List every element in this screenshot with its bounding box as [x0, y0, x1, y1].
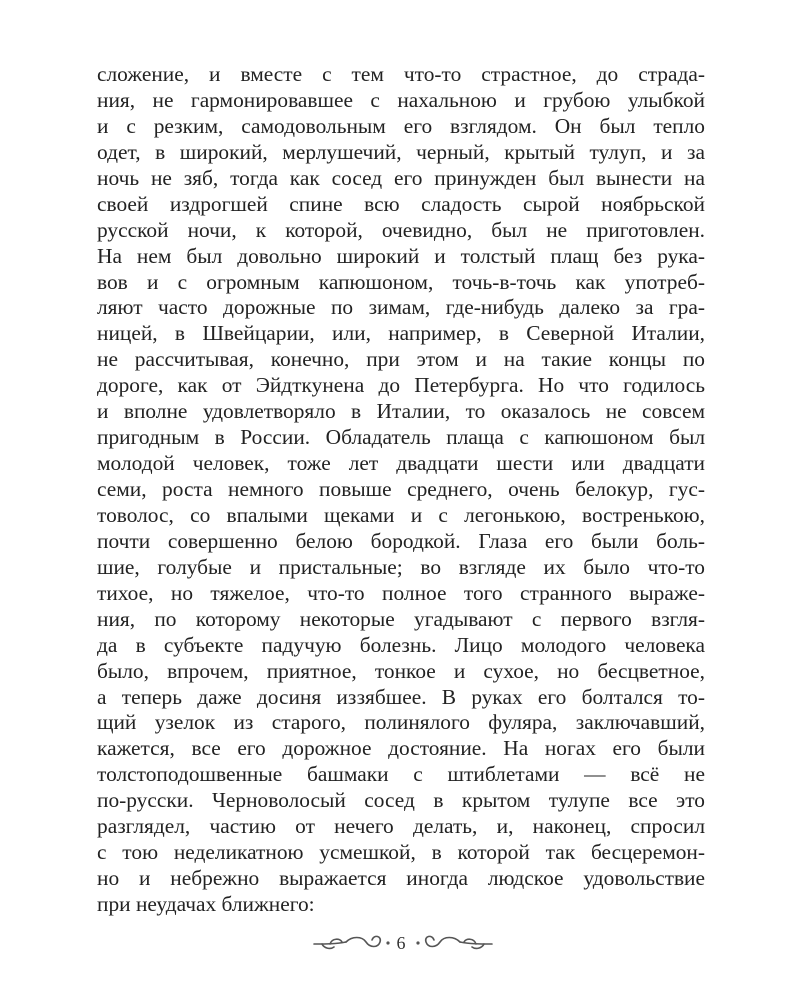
text-line: ницей, в Швейцарии, или, например, в Северной Италии,: [97, 321, 705, 346]
body-text: [97, 62, 705, 918]
text-line-last: при неудачах ближнего:: [97, 892, 315, 916]
page-number: 6: [396, 933, 406, 953]
text-line: ляют часто дорожные по зимам, где-нибудь далеко за гра-: [97, 295, 705, 320]
text-line: одет, в широкий, мерлушечий, черный, крытый тулуп, и за: [97, 139, 705, 164]
text-line: молодой человек, тоже лет двадцати шести или двадцати: [97, 451, 705, 476]
text-line: русской ночи, к которой, очевидно, был не приготовлен.: [97, 217, 705, 242]
text-line: а теперь даже досиня иззябшее. В руках его болтался то-: [97, 684, 705, 709]
text-line: да в субъекте падучую болезнь. Лицо молодого человека: [97, 632, 705, 657]
text-line: но и небрежно выражается иногда людское удовольствие: [97, 866, 705, 891]
text-line: вов и с огромным капюшоном, точь-в-точь как употреб-: [97, 269, 705, 294]
text-line: тихое, но тяжелое, что-то полное того странного выраже-: [97, 580, 705, 605]
text-line: щий узелок из старого, полинялого фуляра, заключавший,: [97, 710, 705, 735]
text-line: и вполне удовлетворяло в Италии, то оказалось не совсем: [97, 399, 705, 424]
text-line: семи, роста немного повыше среднего, очень белокур, гус-: [97, 477, 705, 501]
text-line: товолос, со впалыми щеками и с легонькою, востренькою,: [97, 502, 705, 527]
text-line: На нем был довольно широкий и толстый плащ без рука-: [97, 243, 705, 268]
text-line: по-русски. Черноволосый сосед в крытом тулупе все это: [97, 788, 705, 813]
right-flourish-ornament-icon: [414, 930, 494, 956]
text-line: ночь не зяб, тогда как сосед его принужден был вынести на: [97, 165, 705, 190]
text-line: разглядел, частию от нечего делать, и, наконец, спросил: [97, 814, 705, 839]
text-line: толстоподошвенные башмаки с штиблетами — всё не: [97, 762, 705, 787]
text-line: не рассчитывая, конечно, при этом и на такие концы по: [97, 347, 705, 372]
text-line: с тою неделикатною усмешкой, в которой так бесцеремон-: [97, 840, 705, 865]
text-line: кажется, все его дорожное достояние. На ногах его были: [97, 736, 705, 761]
text-line: ния, не гармонировавшее с нахальною и грубою улыбкой: [97, 87, 705, 112]
text-line: дороге, как от Эйдткунена до Петербурга. Но что годилось: [97, 373, 705, 398]
text-line: сложение, и вместе с тем что-то страстное, до страда-: [97, 62, 705, 86]
text-line: пригодным в России. Обладатель плаща с капюшоном был: [97, 425, 705, 450]
text-line: было, впрочем, приятное, тонкое и сухое, но бесцветное,: [97, 658, 705, 683]
left-flourish-ornament-icon: [312, 930, 392, 956]
text-line: своей издрогшей спине всю сладость сырой ноябрьской: [97, 191, 705, 216]
text-line: шие, голубые и пристальные; во взгляде их было что-то: [97, 554, 705, 579]
page-footer: [0, 922, 800, 962]
text-line: и с резким, самодовольным его взглядом. Он был тепло: [97, 113, 705, 138]
text-line: ния, по которому некоторые угадывают с первого взгля-: [97, 606, 705, 631]
text-line: почти совершенно белою бородкой. Глаза его были боль-: [97, 528, 705, 553]
